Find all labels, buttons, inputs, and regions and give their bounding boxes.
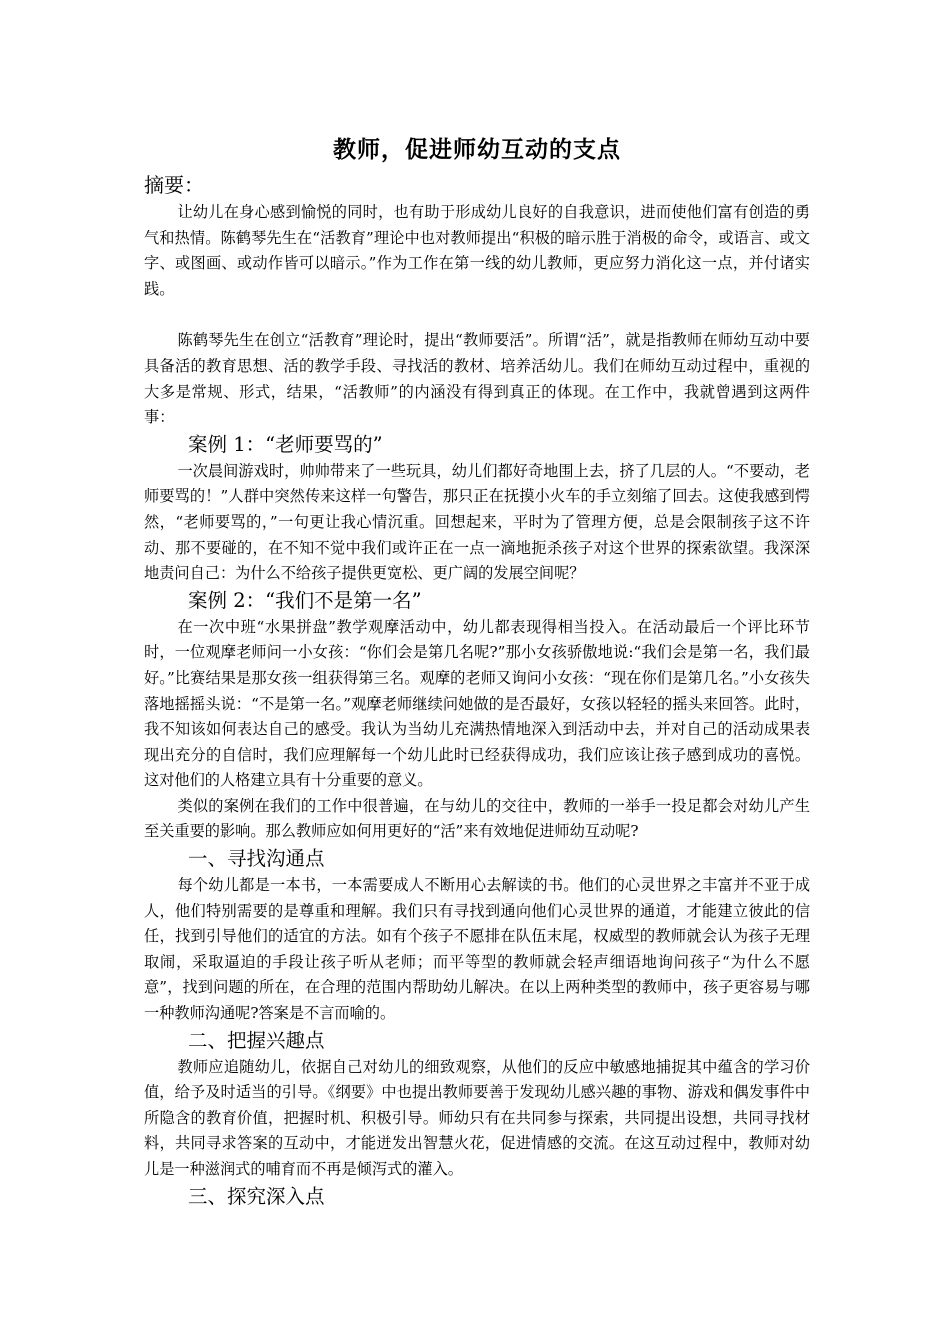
- section2-heading: 二、把握兴趣点: [188, 1028, 325, 1052]
- transition-paragraph: 类似的案例在我们的工作中很普遍，在与幼儿的交往中，教师的一举手一投足都会对幼儿产生至关重要的影响。那么教师应如何用更好的“活”来有效地促进师幼互动呢?: [144, 796, 810, 841]
- case1-heading: 案例 1：“老师要骂的”: [188, 432, 383, 456]
- document-content: [144, 130, 810, 1211]
- section1-heading: 一、寻找沟通点: [188, 847, 325, 871]
- document-title: 教师，促进师幼互动的支点: [333, 137, 621, 163]
- case1-paragraph: 一次晨间游戏时，帅帅带来了一些玩具，幼儿们都好奇地围上去，挤了几层的人。“不要动，老师要骂的！”人群中突然传来这样一句警告，那只正在抚摸小火车的手立刻缩了回去。这使我感到愕然，“老师要骂的，”一句更让我心情沉重。回想起来，平时为了管理方便，总是会限制孩子这不许动、那不要碰的，在不知不觉中我们或许正在一点一滴地扼杀孩子对这个世界的探索欲望。我深深地责问自己：为什么不给孩子提供更宽松、更广阔的发展空间呢？: [144, 461, 810, 583]
- paragraph-spacer: [144, 302, 810, 328]
- abstract-heading: 摘要：: [144, 173, 204, 197]
- abstract-paragraph: 让幼儿在身心感到愉悦的同时，也有助于形成幼儿良好的自我意识，进而使他们富有创造的勇气和热情。陈鹤琴先生在“活教育”理论中也对教师提出“积极的暗示胜于消极的命令，或语言、或文字、或图画、或动作皆可以暗示。”作为工作在第一线的幼儿教师，更应努力消化这一点，并付诸实践。: [144, 203, 810, 298]
- section1-paragraph: 每个幼儿都是一本书，一本需要成人不断用心去解读的书。他们的心灵世界之丰富并不亚于成人，他们特别需要的是尊重和理解。我们只有寻找到通向他们心灵世界的通道，才能建立彼此的信任，找到引导他们的适宜的方法。如有个孩子不愿排在队伍末尾，权威型的教师就会认为孩子无理取闹，采取逼迫的手段让孩子听从老师；而平等型的教师就会轻声细语地询问孩子“为什么不愿意”，找到问题的所在，在合理的范围内帮助幼儿解决。在以上两种类型的教师中，孩子更容易与哪一种教师沟通呢?答案是不言而喻的。: [144, 876, 810, 1023]
- case2-heading: 案例 2：“我们不是第一名”: [188, 588, 422, 612]
- section2-paragraph: 教师应追随幼儿，依据自己对幼儿的细致观察，从他们的反应中敏感地捕捉其中蕴含的学习价值，给予及时适当的引导。《纲要》中也提出教师要善于发现幼儿感兴趣的事物、游戏和偶发事件中所隐含的教育价值，把握时机、积极引导。师幼只有在共同参与探索，共同提出设想，共同寻找材料，共同寻求答案的互动中，才能迸发出智慧火花，促进情感的交流。在这互动过程中，教师对幼儿是一种滋润式的哺育而不再是倾泻式的灌入。: [144, 1057, 810, 1178]
- section3-heading: 三、探究深入点: [188, 1184, 325, 1208]
- case2-paragraph: 在一次中班“水果拼盘”教学观摩活动中，幼儿都表现得相当投入。在活动最后一个评比环节时，一位观摩老师问一小女孩：“你们会是第几名呢?”那小女孩骄傲地说:“我们会是第一名，我们最好。”比赛结果是那女孩一组获得第三名。观摩的老师又询问小女孩：“现在你们是第几名。”小女孩失落地摇摇头说：“不是第一名。”观摩老师继续问她做的是否最好，女孩以轻轻的摇头来回答。此时，我不知该如何表达自己的感受。我认为当幼儿充满热情地深入到活动中去，并对自己的活动成果表现出充分的自信时，我们应理解每一个幼儿此时已经获得成功，我们应该让孩子感到成功的喜悦。这对他们的人格建立具有十分重要的意义。: [144, 617, 810, 790]
- intro-paragraph: 陈鹤琴先生在创立“活教育”理论时，提出“教师要活”。所谓“活”，就是指教师在师幼互动中要具备活的教育思想、活的教学手段、寻找活的教材、培养活幼儿。我们在师幼互动过程中，重视的大多是常规、形式，结果，“活教师”的内涵没有得到真正的体现。在工作中，我就曾遇到这两件事：: [144, 331, 810, 427]
